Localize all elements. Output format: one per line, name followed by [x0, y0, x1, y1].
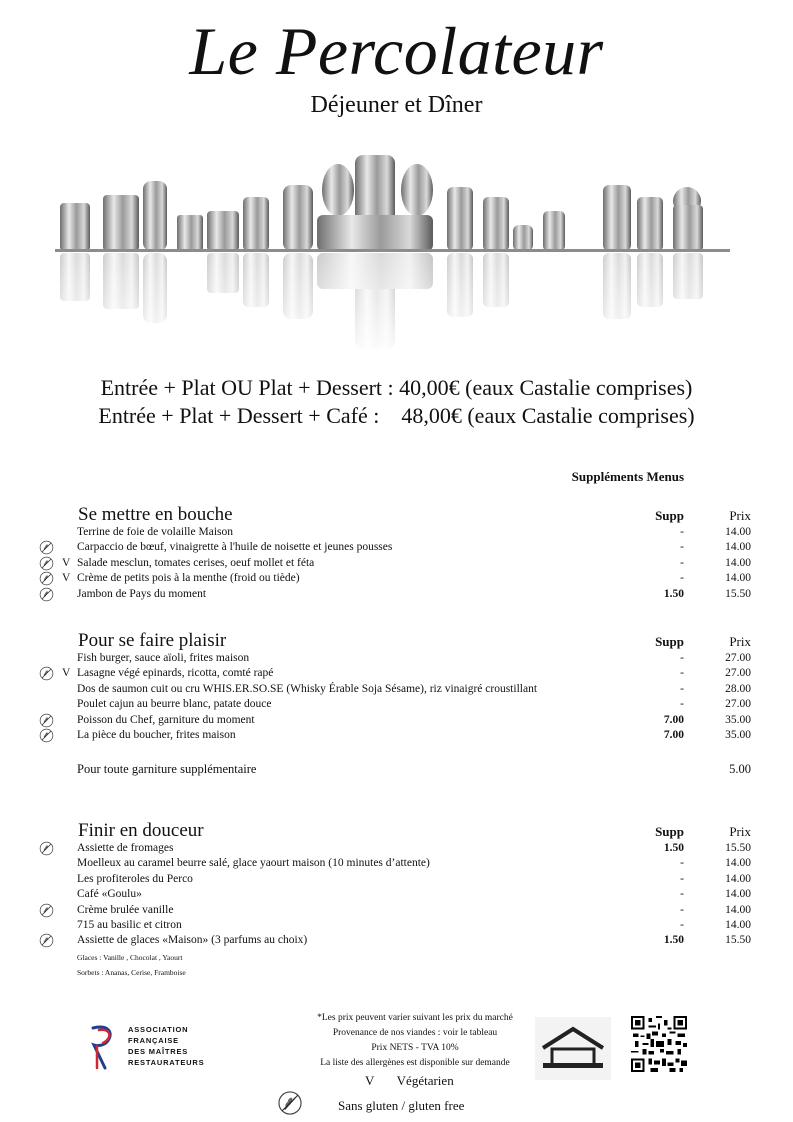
- item-supplement: -: [680, 903, 684, 916]
- item-name: Les profiteroles du Perco: [77, 872, 193, 885]
- item-name: Crème de petits pois à la menthe (froid ou tiède): [77, 572, 300, 585]
- footer-note: *Les prix peuvent varier suivant les prix du marché: [317, 1013, 513, 1023]
- item-price: 14.00: [725, 857, 751, 870]
- supplements-title: Suppléments Menus: [571, 469, 684, 484]
- item-supplement: -: [680, 919, 684, 931]
- supp-column-header: Supp: [655, 824, 684, 839]
- gluten-free-icon: [39, 713, 54, 728]
- item-supplement: -: [680, 652, 684, 664]
- item-name: Dos de saumon cuit ou cru WHIS.ER.SO.SE (Whisky Érable Soja Sésame), riz vinaigré croustillant: [77, 682, 538, 695]
- item-price: 15.50: [725, 842, 751, 854]
- price-column-header: Prix: [729, 634, 751, 649]
- menu-item-row: [0, 713, 793, 729]
- item-supplement: 7.00: [663, 713, 684, 726]
- vegetarian-mark: V: [62, 572, 71, 585]
- footer-note: Prix NETS - TVA 10%: [371, 1043, 459, 1053]
- gluten-free-icon: [39, 571, 54, 586]
- menu-item-row: [0, 872, 793, 888]
- gluten-free-icon: [39, 540, 54, 555]
- item-price: 14.00: [725, 541, 751, 554]
- item-supplement: 1.50: [663, 934, 684, 947]
- item-supplement: -: [680, 572, 684, 585]
- menu-item-row: [0, 571, 793, 587]
- legend-vegetarian: V Végétarien: [365, 1073, 454, 1088]
- supp-column-header: Supp: [655, 508, 684, 523]
- qr-code-icon[interactable]: [630, 1016, 688, 1072]
- gluten-free-icon: [39, 666, 54, 681]
- item-supplement: -: [680, 888, 684, 901]
- item-name: Crème brulée vanille: [77, 903, 174, 916]
- footer-note: Provenance de nos viandes : voir le tableau: [332, 1028, 498, 1038]
- menu-item-row: [0, 651, 793, 667]
- item-name: Moelleux au caramel beurre salé, glace yaourt maison (10 minutes d’attente): [77, 857, 430, 870]
- menu-item-row: [0, 697, 793, 713]
- item-price: 14.00: [725, 888, 751, 901]
- item-name: Fish burger, sauce aïoli, frites maison: [77, 652, 250, 664]
- menu-item-row: [0, 887, 793, 903]
- menu-item-row: [0, 525, 793, 541]
- item-price: 14.00: [725, 526, 751, 538]
- item-supplement: -: [680, 682, 684, 695]
- menu-item-row: [0, 728, 793, 744]
- menu-item-row: [0, 841, 793, 857]
- restaurant-title: Le Percolateur: [189, 13, 604, 89]
- item-name: Carpaccio de bœuf, vinaigrette à l'huile de noisette et jeunes pousses: [77, 541, 393, 554]
- gluten-free-icon: [39, 933, 54, 948]
- ice-cream-flavours: Glaces : Vanille , Chocolat , Yaourt: [77, 953, 183, 962]
- item-price: 14.00: [725, 919, 751, 931]
- item-name: 715 au basilic et citron: [77, 919, 182, 931]
- menu-item-row: [0, 918, 793, 934]
- item-price: 27.00: [725, 652, 751, 664]
- formula-line-2: Entrée + Plat + Dessert + Café : 48,00€ (eaux Castalie comprises): [98, 403, 695, 428]
- section-title: Pour se faire plaisir: [78, 630, 227, 651]
- extra-garnish-row: [0, 762, 793, 778]
- gluten-free-icon: [39, 587, 54, 602]
- item-supplement: -: [680, 556, 684, 569]
- vegetarian-mark: V: [62, 556, 71, 569]
- item-price: 28.00: [725, 682, 751, 695]
- item-price: 15.50: [725, 934, 751, 947]
- gluten-free-icon: [39, 728, 54, 743]
- item-supplement: -: [680, 698, 684, 711]
- footer-note: La liste des allergènes est disponible sur demande: [320, 1058, 510, 1068]
- item-supplement: -: [680, 857, 684, 870]
- price-column-header: Prix: [729, 824, 751, 839]
- menu-item-row: [0, 682, 793, 698]
- item-price: 27.00: [725, 667, 751, 680]
- vegetarian-mark: V: [62, 667, 71, 680]
- item-name: Café «Goulu»: [77, 888, 142, 901]
- item-supplement: 1.50: [663, 842, 684, 854]
- item-price: 15.50: [725, 587, 751, 600]
- item-price: 14.00: [725, 903, 751, 916]
- item-name: Assiette de glaces «Maison» (3 parfums au choix): [77, 934, 308, 947]
- section-title: Finir en douceur: [78, 820, 204, 841]
- item-price: 14.00: [725, 872, 751, 885]
- item-price: 5.00: [729, 762, 751, 776]
- item-name: Poisson du Chef, garniture du moment: [77, 713, 255, 726]
- gluten-free-icon: [39, 556, 54, 571]
- menu-item-row: [0, 856, 793, 872]
- item-supplement: -: [680, 667, 684, 680]
- item-supplement: -: [680, 541, 684, 554]
- menu-item-row: [0, 556, 793, 572]
- item-price: 35.00: [725, 729, 751, 741]
- menu-item-row: [0, 540, 793, 556]
- menu-item-row: [0, 933, 793, 949]
- formula-line-1: Entrée + Plat OU Plat + Dessert : 40,00€ (eaux Castalie comprises): [100, 375, 693, 400]
- section-title: Se mettre en bouche: [78, 504, 233, 525]
- gluten-free-icon: [39, 841, 54, 856]
- sorbet-flavours: Sorbets : Ananas, Cerise, Framboise: [77, 968, 186, 977]
- item-name: Salade mesclun, tomates cerises, oeuf mollet et féta: [77, 556, 315, 569]
- legend-gluten-free: Sans gluten / gluten free: [338, 1098, 465, 1113]
- item-price: 27.00: [725, 698, 751, 711]
- menu-subtitle: Déjeuner et Dîner: [310, 92, 483, 118]
- menu-item-row: [0, 666, 793, 682]
- item-supplement: -: [680, 526, 684, 538]
- item-price: 14.00: [725, 556, 751, 569]
- item-name: Pour toute garniture supplémentaire: [77, 762, 257, 776]
- item-price: 35.00: [725, 713, 751, 726]
- item-name: Jambon de Pays du moment: [77, 587, 207, 600]
- gluten-free-icon: [39, 903, 54, 918]
- item-name: Assiette de fromages: [77, 842, 174, 854]
- price-column-header: Prix: [729, 508, 751, 523]
- item-supplement: 7.00: [663, 729, 684, 741]
- item-name: Lasagne végé epinards, ricotta, comté rapé: [77, 667, 274, 680]
- fait-maison-icon: [535, 1017, 611, 1080]
- menu-item-row: [0, 903, 793, 919]
- coffee-machines-illustration: [55, 145, 730, 360]
- supp-column-header: Supp: [655, 634, 684, 649]
- association-name: ASSOCIATION FRANÇAISE DES MAÎTRES RESTAURATEURS: [128, 1025, 205, 1067]
- menu-item-row: [0, 587, 793, 603]
- item-name: La pièce du boucher, frites maison: [77, 729, 236, 741]
- item-name: Terrine de foie de volaille Maison: [77, 526, 233, 538]
- item-price: 14.00: [725, 572, 751, 585]
- item-supplement: -: [680, 872, 684, 885]
- gluten-free-icon: [277, 1090, 303, 1116]
- item-supplement: 1.50: [663, 587, 684, 600]
- item-name: Poulet cajun au beurre blanc, patate douce: [77, 698, 272, 711]
